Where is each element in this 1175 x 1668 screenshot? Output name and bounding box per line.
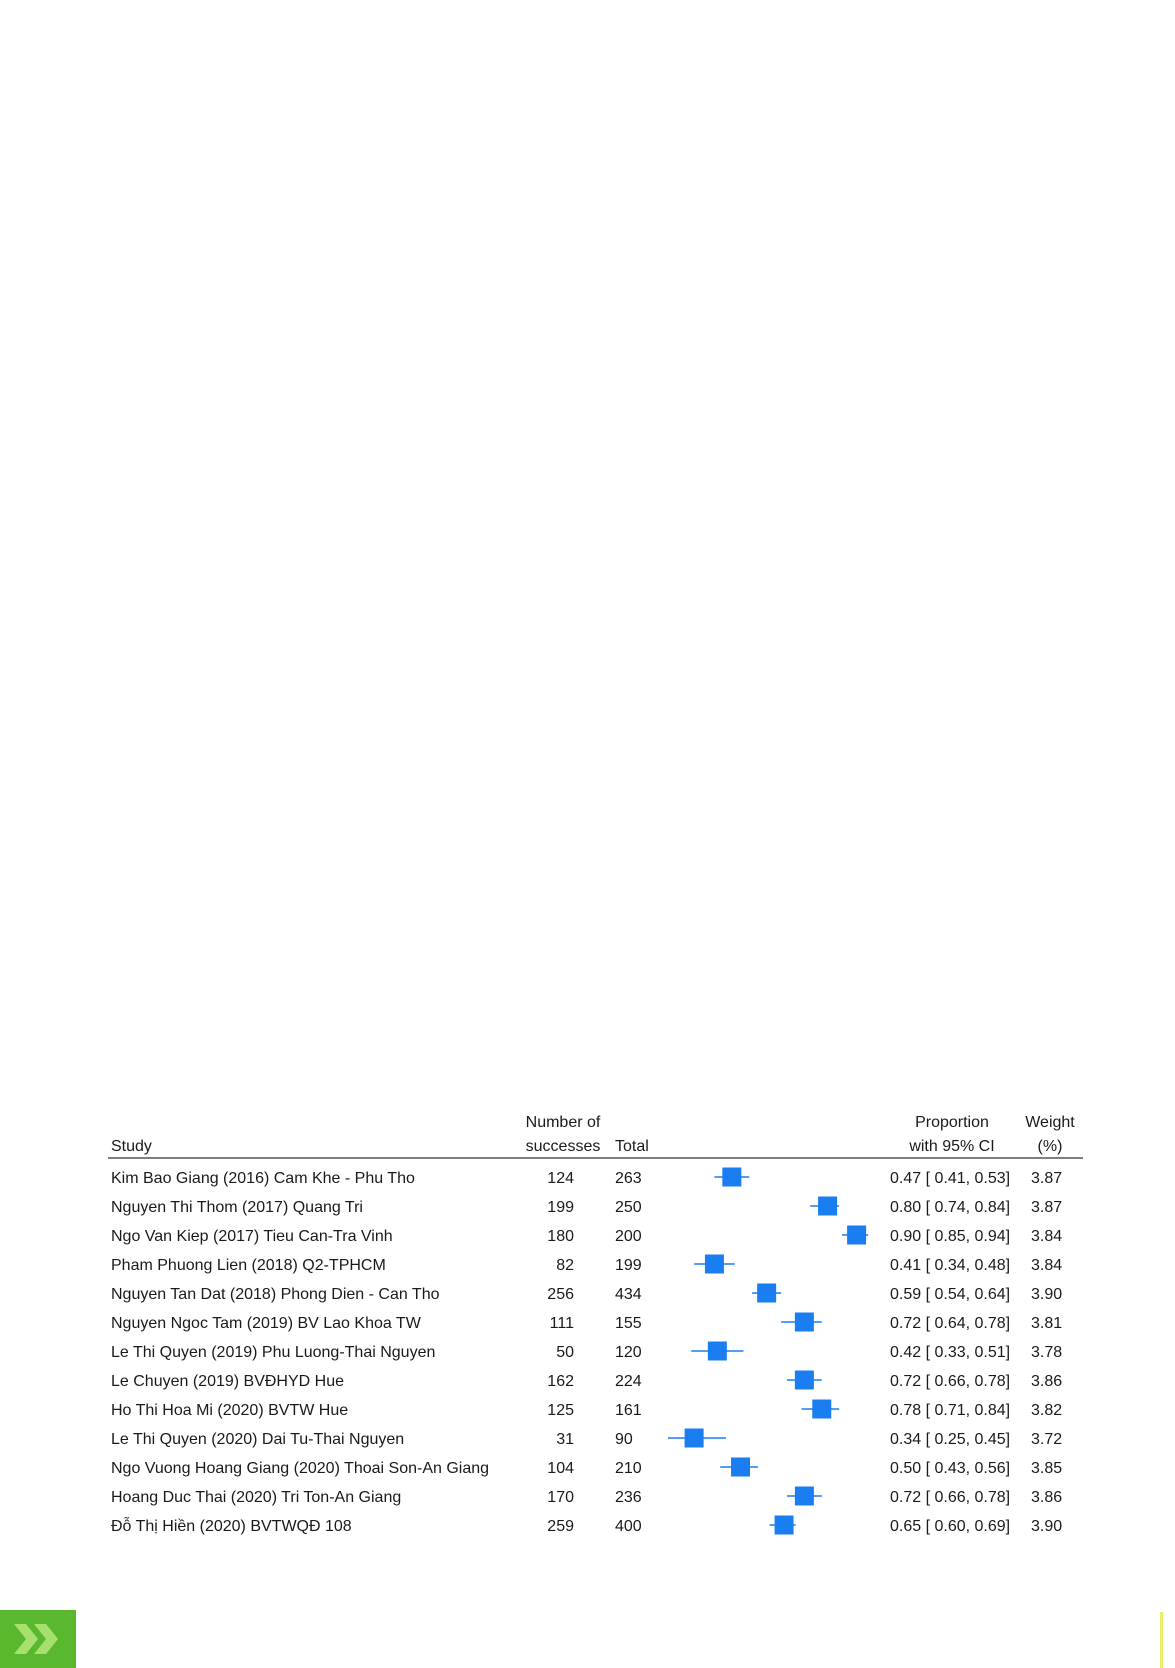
header-weight-line1: Weight [1025, 1114, 1075, 1131]
study-label: Nguyen Thi Thom (2017) Quang Tri [111, 1199, 363, 1216]
successes-value: 124 [547, 1170, 574, 1187]
ci-label: 0.41 [ 0.34, 0.48] [890, 1257, 1011, 1274]
table-row [111, 1342, 1062, 1362]
point-estimate-marker [795, 1371, 814, 1390]
table-row [111, 1458, 1062, 1478]
table-row [111, 1255, 1062, 1275]
successes-value: 125 [547, 1402, 574, 1419]
header-ci-line2: with 95% CI [909, 1138, 995, 1155]
weight-value: 3.87 [1031, 1170, 1063, 1187]
edge-marker [1160, 1612, 1163, 1668]
total-value: 161 [615, 1402, 642, 1419]
ci-label: 0.80 [ 0.74, 0.84] [890, 1199, 1011, 1216]
weight-value: 3.90 [1031, 1286, 1063, 1303]
header-successes-line1: Number of [525, 1114, 601, 1131]
table-row [111, 1226, 1062, 1246]
successes-value: 82 [556, 1257, 574, 1274]
total-value: 155 [615, 1315, 642, 1332]
total-value: 200 [615, 1228, 642, 1245]
point-estimate-marker [685, 1429, 704, 1448]
table-header [111, 1114, 1075, 1155]
successes-value: 50 [556, 1344, 574, 1361]
study-label: Nguyen Tan Dat (2018) Phong Dien - Can Tho [111, 1286, 440, 1303]
table-row [111, 1284, 1062, 1304]
weight-value: 3.90 [1031, 1518, 1063, 1535]
table-row [111, 1516, 1062, 1536]
successes-value: 259 [547, 1518, 574, 1535]
point-estimate-marker [731, 1458, 750, 1477]
weight-value: 3.84 [1031, 1228, 1063, 1245]
study-label: Nguyen Ngoc Tam (2019) BV Lao Khoa TW [111, 1315, 421, 1332]
total-value: 400 [615, 1518, 642, 1535]
ci-label: 0.90 [ 0.85, 0.94] [890, 1228, 1011, 1245]
successes-value: 162 [547, 1373, 574, 1390]
section-badge [0, 1610, 76, 1668]
study-label: Ngo Van Kiep (2017) Tieu Can-Tra Vinh [111, 1228, 393, 1245]
point-estimate-marker [795, 1313, 814, 1332]
weight-value: 3.87 [1031, 1199, 1063, 1216]
successes-value: 199 [547, 1199, 574, 1216]
ci-label: 0.72 [ 0.64, 0.78] [890, 1315, 1011, 1332]
point-estimate-marker [847, 1226, 866, 1245]
point-estimate-marker [795, 1487, 814, 1506]
table-row [111, 1313, 1062, 1333]
point-estimate-marker [757, 1284, 776, 1303]
weight-value: 3.72 [1031, 1431, 1063, 1448]
study-label: Ho Thi Hoa Mi (2020) BVTW Hue [111, 1402, 349, 1419]
total-value: 120 [615, 1344, 642, 1361]
table-row [111, 1487, 1062, 1507]
study-label: Le Thi Quyen (2020) Dai Tu-Thai Nguyen [111, 1431, 405, 1448]
point-estimate-marker [705, 1255, 724, 1274]
header-study: Study [111, 1138, 152, 1155]
point-estimate-marker [722, 1168, 741, 1187]
successes-value: 111 [549, 1315, 574, 1332]
point-estimate-marker [818, 1197, 837, 1216]
ci-label: 0.65 [ 0.60, 0.69] [890, 1518, 1011, 1535]
ci-label: 0.72 [ 0.66, 0.78] [890, 1373, 1011, 1390]
study-label: Hoang Duc Thai (2020) Tri Ton-An Giang [111, 1489, 402, 1506]
successes-value: 170 [547, 1489, 574, 1506]
successes-value: 31 [556, 1431, 574, 1448]
point-estimate-marker [708, 1342, 727, 1361]
study-label: Le Chuyen (2019) BVĐHYD Hue [111, 1373, 345, 1390]
table-row [111, 1197, 1062, 1217]
point-estimate-marker [775, 1516, 794, 1535]
ci-label: 0.42 [ 0.33, 0.51] [890, 1344, 1011, 1361]
table-row [111, 1400, 1062, 1420]
ci-label: 0.50 [ 0.43, 0.56] [890, 1460, 1011, 1477]
total-value: 224 [615, 1373, 642, 1390]
weight-value: 3.78 [1031, 1344, 1063, 1361]
study-label: Pham Phuong Lien (2018) Q2-TPHCM [111, 1257, 386, 1274]
weight-value: 3.84 [1031, 1257, 1063, 1274]
header-total: Total [615, 1138, 649, 1155]
study-label: Kim Bao Giang (2016) Cam Khe - Phu Tho [111, 1170, 415, 1187]
weight-value: 3.82 [1031, 1402, 1063, 1419]
study-rows [111, 1168, 1062, 1536]
total-value: 210 [615, 1460, 642, 1477]
ci-label: 0.78 [ 0.71, 0.84] [890, 1402, 1011, 1419]
study-label: Ngo Vuong Hoang Giang (2020) Thoai Son-An Giang [111, 1460, 490, 1477]
total-value: 434 [615, 1286, 642, 1303]
total-value: 250 [615, 1199, 642, 1216]
successes-value: 256 [547, 1286, 574, 1303]
header-successes-line2: successes [525, 1138, 601, 1155]
ci-label: 0.72 [ 0.66, 0.78] [890, 1489, 1011, 1506]
successes-value: 104 [547, 1460, 574, 1477]
ci-label: 0.47 [ 0.41, 0.53] [890, 1170, 1011, 1187]
header-ci-line1: Proportion [915, 1114, 989, 1131]
header-weight-line2: (%) [1037, 1138, 1063, 1155]
total-value: 236 [615, 1489, 642, 1506]
point-estimate-marker [812, 1400, 831, 1419]
table-row [111, 1429, 1062, 1449]
weight-value: 3.86 [1031, 1489, 1063, 1506]
total-value: 199 [615, 1257, 642, 1274]
successes-value: 180 [547, 1228, 574, 1245]
total-value: 263 [615, 1170, 642, 1187]
double-chevron-right-icon [10, 1618, 66, 1660]
table-row [111, 1168, 1062, 1188]
ci-label: 0.59 [ 0.54, 0.64] [890, 1286, 1011, 1303]
weight-value: 3.85 [1031, 1460, 1063, 1477]
weight-value: 3.81 [1031, 1315, 1063, 1332]
total-value: 90 [615, 1431, 633, 1448]
study-label: Đỗ Thị Hiền (2020) BVTWQĐ 108 [111, 1518, 352, 1535]
study-label: Le Thi Quyen (2019) Phu Luong-Thai Nguyen [111, 1344, 436, 1361]
table-row [111, 1371, 1062, 1391]
ci-label: 0.34 [ 0.25, 0.45] [890, 1431, 1011, 1448]
weight-value: 3.86 [1031, 1373, 1063, 1390]
